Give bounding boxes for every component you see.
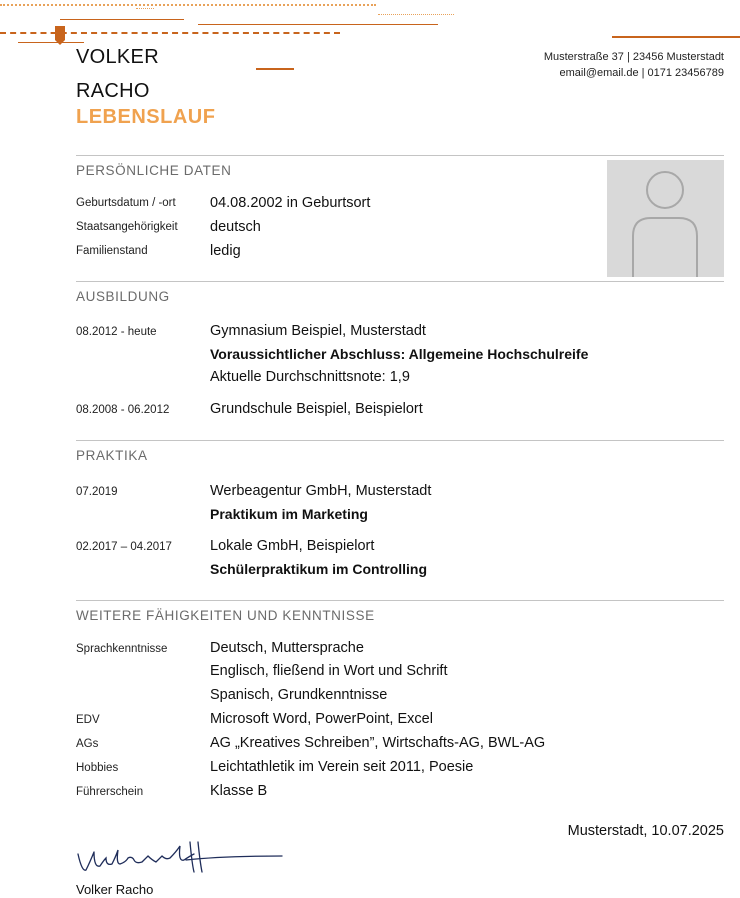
education-period: 08.2008 - 06.2012 (76, 404, 170, 416)
hobbies-value: Leichtathletik im Verein seit 2011, Poesie (210, 759, 474, 775)
place-and-date: Musterstadt, 10.07.2025 (567, 823, 724, 839)
clubs-label: AGs (76, 738, 99, 750)
language-item: Spanisch, Grundkenntnisse (210, 687, 388, 703)
marital-status-value: ledig (210, 243, 241, 259)
first-name: VOLKER (76, 46, 159, 68)
nationality-value: deutsch (210, 219, 261, 235)
section-heading-personal: PERSÖNLICHE DATEN (76, 163, 232, 178)
section-divider (76, 440, 724, 441)
internship-role: Praktikum im Marketing (210, 506, 368, 522)
last-name: RACHO (76, 80, 150, 102)
internship-period: 07.2019 (76, 486, 118, 498)
signature (72, 838, 292, 882)
document-title: LEBENSLAUF (76, 106, 216, 128)
birth-value: 04.08.2002 in Geburtsort (210, 195, 371, 211)
license-value: Klasse B (210, 783, 268, 799)
contact-line: email@email.de | 0171 23456789 (559, 67, 724, 79)
section-heading-education: AUSBILDUNG (76, 289, 170, 304)
internship-company: Werbeagentur GmbH, Musterstadt (210, 483, 432, 499)
section-heading-internships: PRAKTIKA (76, 448, 148, 463)
section-divider (76, 600, 724, 601)
language-item: Englisch, fließend in Wort und Schrift (210, 663, 448, 679)
section-divider (76, 155, 724, 156)
it-skills-value: Microsoft Word, PowerPoint, Excel (210, 711, 433, 727)
clubs-value: AG „Kreatives Schreiben”, Wirtschafts-AG, BWL-AG (210, 735, 546, 751)
person-icon (607, 160, 724, 277)
license-label: Führerschein (76, 786, 144, 798)
section-divider (76, 281, 724, 282)
marital-status-label: Familienstand (76, 245, 148, 257)
profile-photo-placeholder (607, 160, 724, 277)
birth-label: Geburtsdatum / -ort (76, 197, 176, 209)
internship-period: 02.2017 – 04.2017 (76, 541, 172, 553)
internship-company: Lokale GmbH, Beispielort (210, 538, 375, 554)
language-item: Deutsch, Muttersprache (210, 640, 364, 656)
education-period: 08.2012 - heute (76, 326, 157, 338)
signer-name: Volker Racho (76, 882, 154, 897)
hobbies-label: Hobbies (76, 762, 119, 774)
education-school: Gymnasium Beispiel, Musterstadt (210, 323, 426, 339)
internship-role: Schülerpraktikum im Controlling (210, 561, 428, 577)
address-line: Musterstraße 37 | 23456 Musterstadt (543, 51, 724, 63)
education-school: Grundschule Beispiel, Beispielort (210, 401, 423, 417)
section-heading-skills: WEITERE FÄHIGKEITEN UND KENNTNISSE (76, 608, 375, 623)
nationality-label: Staatsangehörigkeit (76, 221, 178, 233)
it-skills-label: EDV (76, 714, 100, 726)
languages-label: Sprachkenntnisse (76, 643, 168, 655)
tag-marker-icon (53, 26, 67, 46)
education-grade: Aktuelle Durchschnittsnote: 1,9 (210, 369, 410, 385)
education-degree: Voraussichtlicher Abschluss: Allgemeine Hochschulreife (210, 346, 589, 362)
